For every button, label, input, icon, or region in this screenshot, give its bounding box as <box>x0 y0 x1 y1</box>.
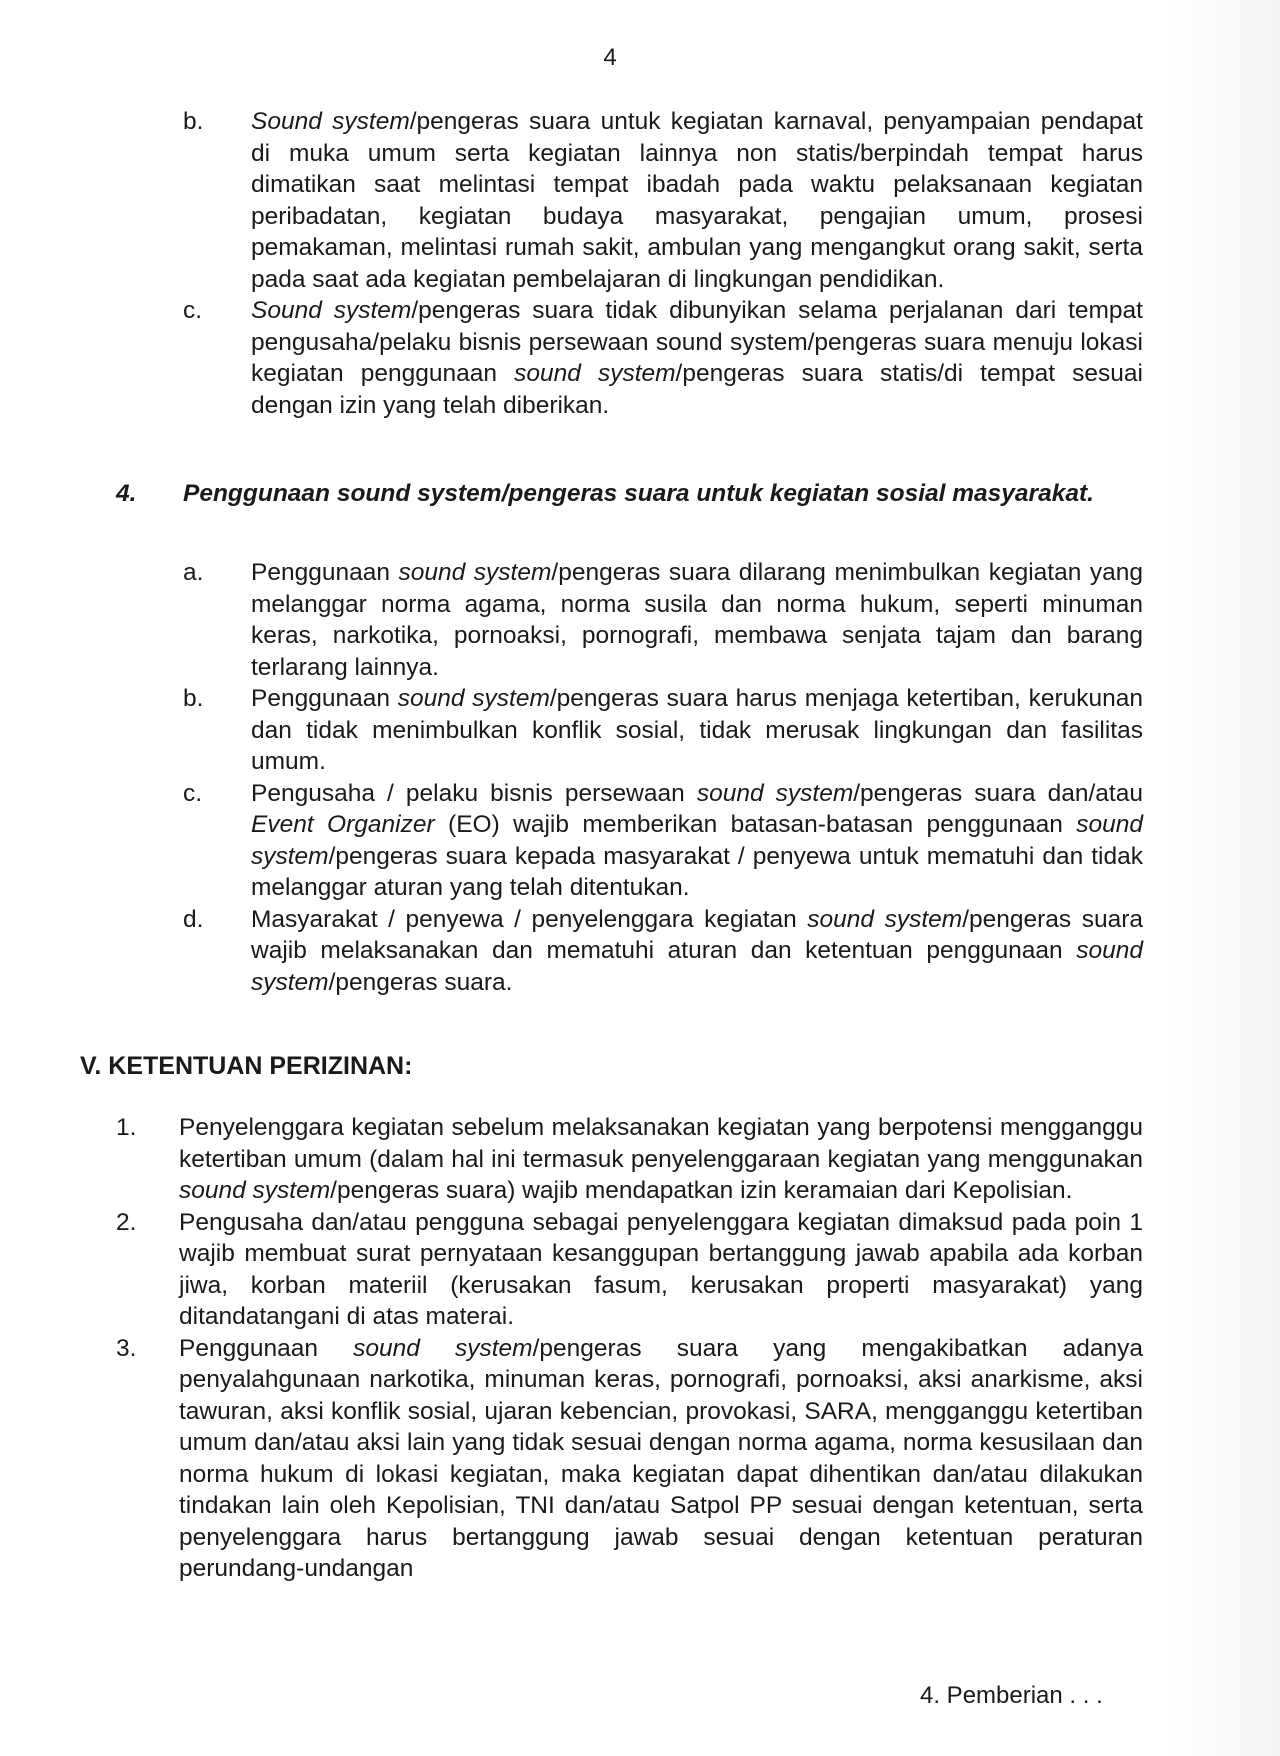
item-text <box>179 1333 1143 1585</box>
text-run: /pengeras suara statis/di tempat sesuai dengan izin yang telah diberikan. <box>251 360 1143 419</box>
text-run: Penyelenggara kegiatan sebelum melaksanakan kegiatan yang berpotensi mengganggu ketertiban umum (dalam hal ini termasuk penyelenggaraan kegiatan yang menggunakan <box>179 1114 1143 1173</box>
italic-run: sound system <box>696 779 854 807</box>
item-marker: a. <box>183 559 204 586</box>
text-run: /pengeras suara kepada masyarakat / penyewa untuk mematuhi dan tidak melanggar aturan yang telah ditentukan. <box>251 842 1143 901</box>
text-run: /pengeras suara dan/atau <box>853 779 1143 807</box>
text-run: Pengusaha dan/atau pengguna sebagai penyelenggara kegiatan dimaksud pada poin 1 wajib membuat surat pernyataan kesanggupan bertanggung jawab apabila ada korban jiwa, korban materiil (kerusakan fasum, kerusakan properti masyarakat) yang ditandatangani di atas materai. <box>179 1208 1143 1330</box>
italic-run: sound system <box>251 937 1143 996</box>
page-number: 4 <box>603 44 617 71</box>
list-item <box>116 1333 1143 1585</box>
section-3-items <box>183 106 1143 421</box>
text-run: Masyarakat / penyewa / penyelenggara kegiatan <box>251 905 808 933</box>
list-item <box>183 557 1143 683</box>
section-4-heading <box>116 478 1143 510</box>
text-run: Penggunaan <box>251 685 398 712</box>
item-text <box>179 1207 1143 1333</box>
list-item <box>116 1207 1143 1333</box>
item-text <box>251 295 1143 421</box>
item-text <box>251 683 1143 778</box>
text-run: Penggunaan <box>179 1334 354 1362</box>
item-marker: b. <box>183 108 204 135</box>
list-item <box>183 904 1143 999</box>
section-4-marker: 4. <box>116 480 137 507</box>
italic-run: Penggunaan <box>183 480 337 507</box>
list-item <box>183 683 1143 778</box>
item-marker: c. <box>183 297 203 324</box>
italic-run: untuk kegiatan sosial masyarakat. <box>696 480 1094 507</box>
text-run: /pengeras suara dilarang menimbulkan kegiatan yang melanggar norma agama, norma susila dan norma hukum, seperti minuman keras, narkotika, pornoaksi, pornografi, membawa senjata tajam dan barang terlarang lainnya. <box>251 559 1143 681</box>
item-marker: c. <box>183 779 203 807</box>
item-marker: 2. <box>116 1208 137 1236</box>
item-text <box>251 778 1143 904</box>
italic-run: sound system <box>353 1334 533 1362</box>
italic-run: Sound system <box>251 297 412 324</box>
text-run: Pengusaha / pelaku bisnis persewaan <box>251 779 697 807</box>
list-item <box>183 295 1143 421</box>
italic-run: sound system <box>179 1177 331 1204</box>
item-marker: d. <box>183 905 204 933</box>
text-run: /pengeras suara untuk kegiatan karnaval, penyampaian pendapat di muka umum serta kegiatan lainnya non statis/berpindah tempat harus dimatikan saat melintasi tempat ibadah pada waktu pelaksanaan kegiatan peribadatan, kegiatan budaya masyarakat, pengajian umum, prosesi pemakaman, melintasi rumah sakit, ambulan yang mengangkut orang sakit, serta pada saat ada kegiatan pembelajaran di lingkungan pendidikan. <box>251 108 1143 293</box>
section-4-items <box>183 557 1143 998</box>
section-v-heading: V. KETENTUAN PERIZINAN: <box>80 1052 413 1080</box>
text-run: /pengeras suara tidak dibunyikan selama perjalanan dari tempat pengusaha/pelaku bisnis persewaan sound system/pengeras suara menuju lokasi kegiatan penggunaan <box>251 297 1143 387</box>
italic-run: Sound system <box>251 108 410 135</box>
scan-edge-shading <box>1160 0 1280 1756</box>
text-run: /pengeras suara wajib melaksanakan dan mematuhi aturan dan ketentuan penggunaan <box>251 905 1143 964</box>
text-run: /pengeras suara. <box>328 968 513 996</box>
item-marker: b. <box>183 685 204 712</box>
list-item <box>183 106 1143 295</box>
italic-run: sound system <box>251 811 1143 870</box>
italic-run: sound system <box>397 685 550 712</box>
text-run: /pengeras suara harus menjaga ketertiban, kerukunan dan tidak menimbulkan konflik sosial, tidak merusak lingkungan dan fasilitas umum. <box>251 685 1144 775</box>
list-item <box>183 778 1143 904</box>
item-text <box>251 106 1143 295</box>
italic-run: sound system <box>807 905 963 933</box>
section-v-items <box>116 1112 1143 1585</box>
text-run: sound system/pengeras suara <box>336 480 697 507</box>
item-marker: 1. <box>116 1114 137 1141</box>
item-text <box>251 557 1143 683</box>
italic-run: Event Organizer <box>251 811 435 838</box>
list-item <box>116 1112 1143 1207</box>
italic-run: sound system <box>398 559 552 586</box>
italic-run: sound system <box>514 360 676 387</box>
text-run: (EO) wajib memberikan batasan-batasan penggunaan <box>434 811 1077 838</box>
next-page-catchword: 4. Pemberian . . . <box>920 1682 1103 1709</box>
text-run: /pengeras suara yang mengakibatkan adanya penyalahgunaan narkotika, minuman keras, pornografi, pornoaksi, aksi anarkisme, aksi tawuran, aksi konflik sosial, ujaran kebencian, provokasi, SARA, mengganggu ketertiban umum dan/atau aksi lain yang tidak sesuai dengan norma agama, norma kesusilaan dan norma hukum di lokasi kegiatan, maka kegiatan dapat dihentikan dan/atau dilakukan tindakan lain oleh Kepolisian, TNI dan/atau Satpol PP sesuai dengan ketentuan, serta penyelenggara harus bertanggung jawab sesuai dengan ketentuan peraturan perundang-undangan <box>179 1334 1144 1582</box>
item-text <box>251 904 1143 999</box>
item-marker: 3. <box>116 1334 137 1362</box>
text-run: Penggunaan <box>251 559 399 586</box>
item-text <box>179 1112 1143 1207</box>
section-4-title <box>183 478 1143 510</box>
text-run: /pengeras suara) wajib mendapatkan izin keramaian dari Kepolisian. <box>330 1177 1073 1204</box>
